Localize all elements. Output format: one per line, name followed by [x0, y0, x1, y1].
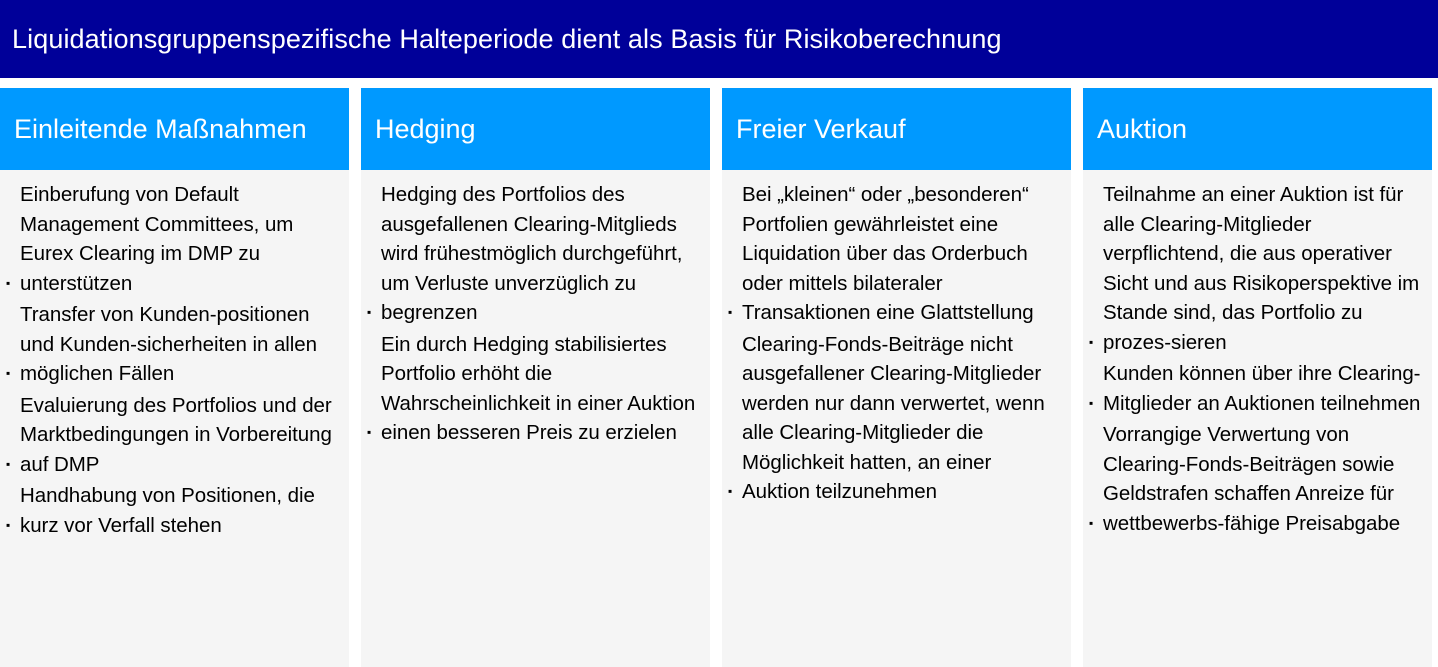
- list-item: ▪ Bei „kleinen“ oder „besonderen“ Portfolien gewährleistet eine Liquidation über das Orderbuch oder mittels bilateraler Transaktionen eine Glattstellung: [726, 180, 1061, 328]
- list-item: ▪ Ein durch Hedging stabilisiertes Portfolio erhöht die Wahrscheinlichkeit in einer Auktion einen besseren Preis zu erzielen: [365, 330, 700, 448]
- list-item: ▪ Teilnahme an einer Auktion ist für alle Clearing-Mitglieder verpflichtend, die aus operativer Sicht und aus Risikoperspektive im Stande sind, das Portfolio zu prozes-sieren: [1087, 180, 1422, 357]
- column-header-4: [1083, 88, 1432, 170]
- bullet-list-1: [4, 180, 339, 540]
- list-item: ▪ Kunden können über ihre Clearing-Mitglieder an Auktionen teilnehmen: [1087, 359, 1422, 418]
- column-body-3: [722, 170, 1071, 667]
- page-title: Liquidationsgruppenspezifische Halteperiode dient als Basis für Risikoberechnung: [12, 23, 1002, 54]
- bullet-list-4: [1087, 180, 1422, 538]
- column-hedging: [361, 88, 710, 667]
- bullet-list-3: [726, 180, 1061, 507]
- column-header-1: [0, 88, 349, 170]
- column-header-label-2: Hedging: [375, 113, 476, 144]
- columns-container: [0, 88, 1438, 667]
- column-freier-verkauf: [722, 88, 1071, 667]
- column-header-3: [722, 88, 1071, 170]
- list-item: ▪ Einberufung von Default Management Committees, um Eurex Clearing im DMP zu unterstützen: [4, 180, 339, 298]
- column-header-label-4: Auktion: [1097, 113, 1188, 144]
- list-item: ▪ Hedging des Portfolios des ausgefallenen Clearing-Mitglieds wird frühestmöglich durchgeführt, um Verluste unverzüglich zu begrenzen: [365, 180, 700, 328]
- column-body-4: [1083, 170, 1432, 667]
- list-item: ▪ Evaluierung des Portfolios und der Marktbedingungen in Vorbereitung auf DMP: [4, 391, 339, 480]
- bullet-list-2: [365, 180, 700, 448]
- list-item: ▪ Clearing-Fonds-Beiträge nicht ausgefallener Clearing-Mitglieder werden nur dann verwertet, wenn alle Clearing-Mitglieder die Möglichkeit hatten, an einer Auktion teilzunehmen: [726, 330, 1061, 507]
- list-item: ▪ Vorrangige Verwertung von Clearing-Fonds-Beiträgen sowie Geldstrafen schaffen Anreize für wettbewerbs-fähige Preisabgabe: [1087, 420, 1422, 538]
- list-item: ▪ Transfer von Kunden-positionen und Kunden-sicherheiten in allen möglichen Fällen: [4, 300, 339, 389]
- column-header-label-1: Einleitende Maßnahmen: [14, 113, 307, 144]
- column-body-2: [361, 170, 710, 667]
- column-auktion: [1083, 88, 1432, 667]
- column-einleitende-massnahmen: [0, 88, 349, 667]
- column-body-1: [0, 170, 349, 667]
- column-header-2: [361, 88, 710, 170]
- list-item: ▪ Handhabung von Positionen, die kurz vor Verfall stehen: [4, 481, 339, 540]
- slide-title-bar: [0, 0, 1438, 78]
- column-header-label-3: Freier Verkauf: [736, 113, 906, 144]
